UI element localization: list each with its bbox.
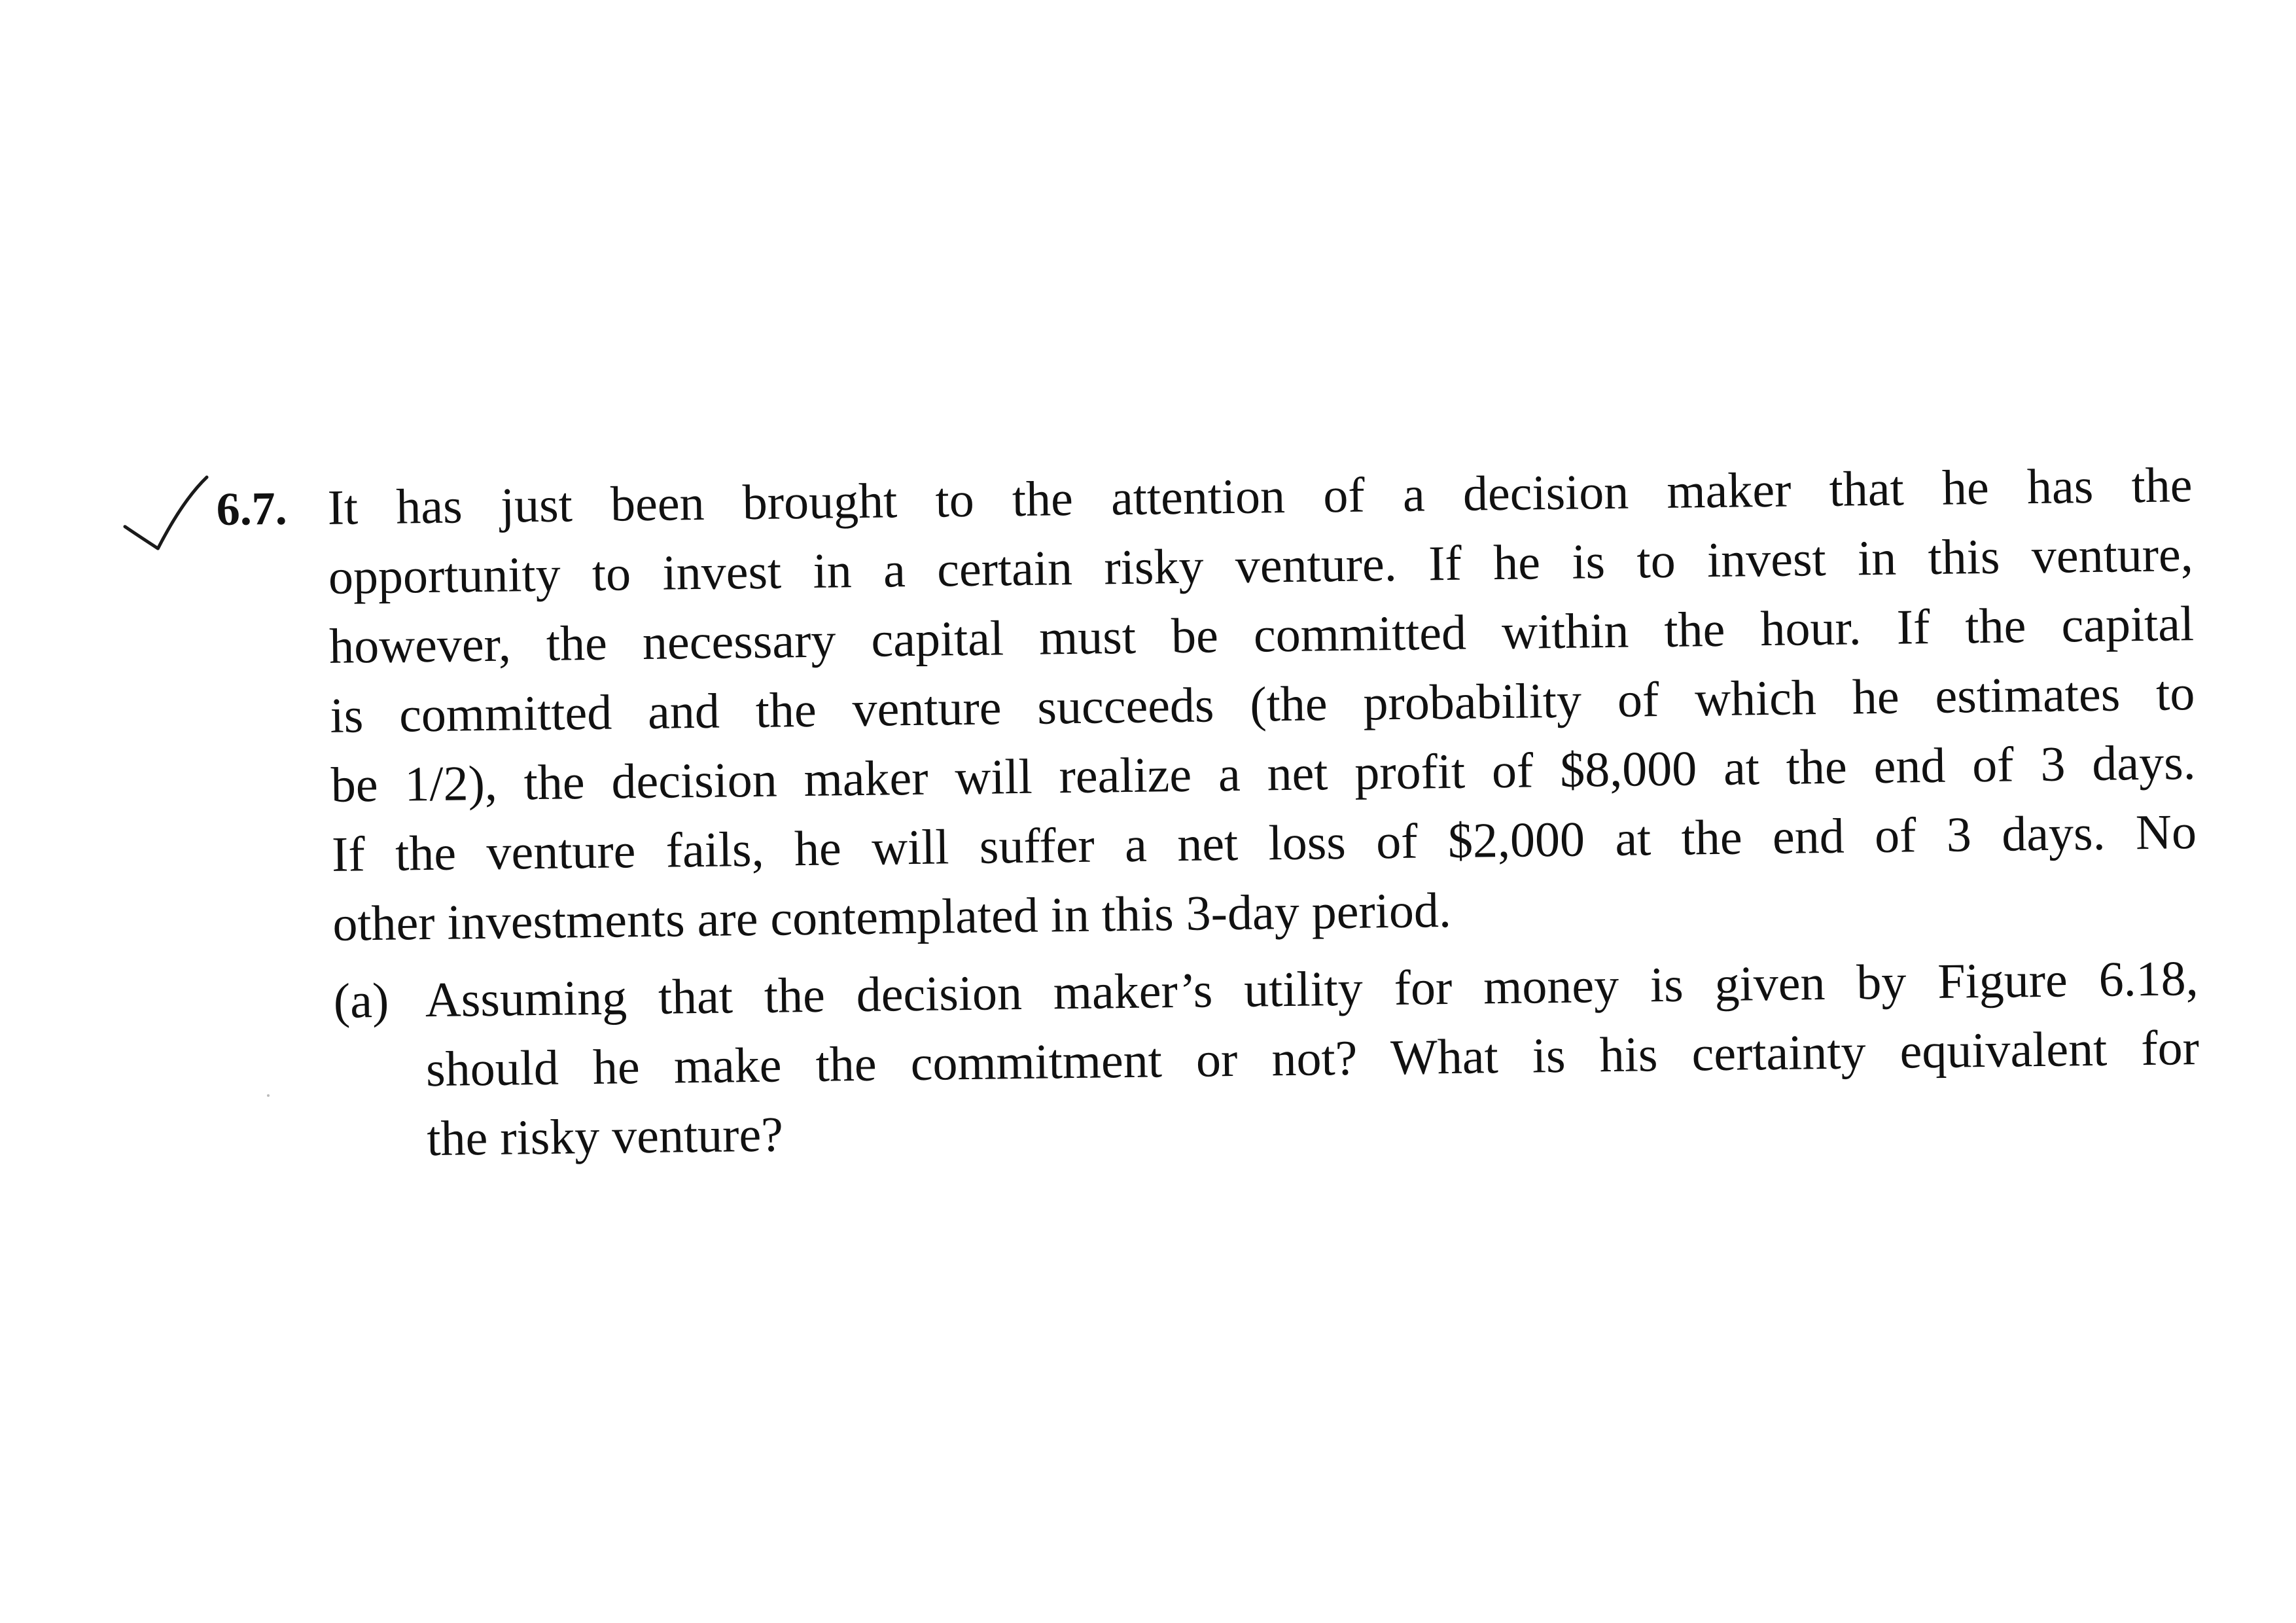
statement-line-5: be 1/2), the decision maker will realize a net profit of $8,000 at the end of 3 days. (330, 735, 2197, 813)
statement-line-2: opportunity to invest in a certain risky venture. If he is to invest in this venture, (328, 527, 2194, 605)
statement-line-3: however, the necessary capital must be committed within the hour. If the capital (328, 596, 2195, 674)
statement-line-4: is committed and the venture succeeds (the probability of which he estimates to (330, 666, 2195, 743)
problem-6-7 (216, 450, 2200, 1176)
problem-statement (216, 450, 2198, 960)
part-a-line-3: the risky venture? (426, 1107, 784, 1167)
part-a-line-2: should he make the commitment or not? What is his certainty equivalent for (425, 1020, 2200, 1097)
statement-line-1: It has just been brought to the attention of a decision maker that he has the (327, 457, 2193, 535)
handwritten-checkmark-icon (118, 474, 217, 574)
part-a (222, 944, 2200, 1176)
part-a-line-1: Assuming that the decision maker’s utility for money is given by Figure 6.18, (425, 951, 2199, 1028)
statement-line-6: If the venture fails, he will suffer a net loss of $2,000 at the end of 3 days. No (331, 804, 2197, 882)
scan-speck (267, 1094, 270, 1097)
part-a-label: (a) (333, 972, 389, 1029)
problem-number: 6.7. (216, 482, 288, 535)
statement-line-7: other investments are contemplated in this 3-day period. (332, 882, 1452, 952)
